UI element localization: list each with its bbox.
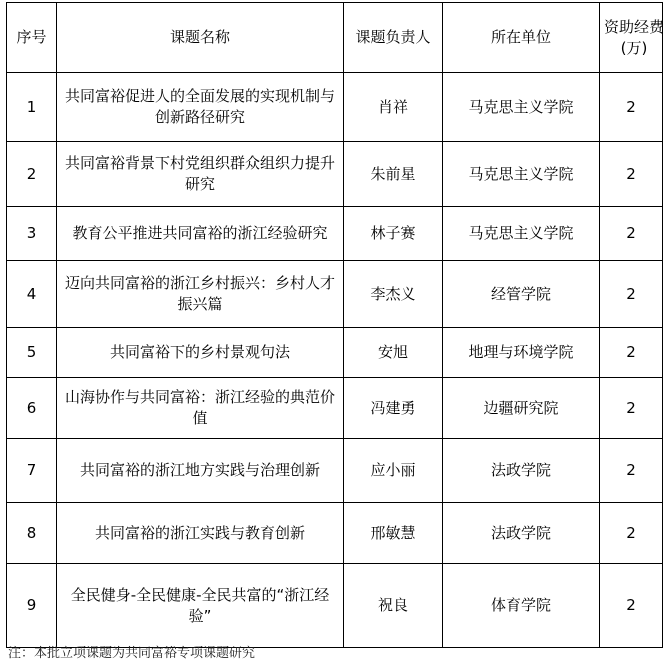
row-index: 6 <box>7 378 57 439</box>
table-row <box>7 207 663 261</box>
header-funding: 资助经费(万) <box>600 3 663 73</box>
row-index: 3 <box>7 207 57 261</box>
row-index: 5 <box>7 328 57 378</box>
row-leader: 李杰义 <box>344 261 443 328</box>
row-funding: 2 <box>600 503 663 564</box>
row-title: 共同富裕背景下村党组织群众组织力提升研究 <box>57 142 344 207</box>
row-title: 共同富裕的浙江地方实践与治理创新 <box>57 439 344 503</box>
row-title: 全民健身-全民健康-全民共富的“浙江经验” <box>57 564 344 648</box>
row-funding: 2 <box>600 261 663 328</box>
header-row <box>7 3 663 73</box>
table-row <box>7 142 663 207</box>
row-unit: 马克思主义学院 <box>443 207 600 261</box>
row-title: 教育公平推进共同富裕的浙江经验研究 <box>57 207 344 261</box>
row-unit: 马克思主义学院 <box>443 73 600 142</box>
row-leader: 肖祥 <box>344 73 443 142</box>
row-index: 7 <box>7 439 57 503</box>
table-row <box>7 73 663 142</box>
row-index: 8 <box>7 503 57 564</box>
footnote-strip <box>0 646 668 663</box>
table-row <box>7 564 663 648</box>
row-index: 2 <box>7 142 57 207</box>
row-funding: 2 <box>600 378 663 439</box>
row-leader: 冯建勇 <box>344 378 443 439</box>
project-table <box>6 2 663 648</box>
row-title: 共同富裕下的乡村景观句法 <box>57 328 344 378</box>
header-leader: 课题负责人 <box>344 3 443 73</box>
row-funding: 2 <box>600 207 663 261</box>
row-title: 共同富裕促进人的全面发展的实现机制与创新路径研究 <box>57 73 344 142</box>
row-unit: 地理与环境学院 <box>443 328 600 378</box>
row-leader: 邢敏慧 <box>344 503 443 564</box>
footnote-text: 注：本批立项课题为共同富裕专项课题研究 <box>8 646 256 661</box>
row-title: 迈向共同富裕的浙江乡村振兴：乡村人才振兴篇 <box>57 261 344 328</box>
row-unit: 法政学院 <box>443 439 600 503</box>
header-title: 课题名称 <box>57 3 344 73</box>
table-row <box>7 378 663 439</box>
row-leader: 应小丽 <box>344 439 443 503</box>
row-leader: 祝良 <box>344 564 443 648</box>
row-title: 山海协作与共同富裕：浙江经验的典范价值 <box>57 378 344 439</box>
row-unit: 体育学院 <box>443 564 600 648</box>
table-row <box>7 439 663 503</box>
row-leader: 安旭 <box>344 328 443 378</box>
row-index: 1 <box>7 73 57 142</box>
row-unit: 马克思主义学院 <box>443 142 600 207</box>
row-unit: 法政学院 <box>443 503 600 564</box>
table-row <box>7 503 663 564</box>
header-unit: 所在单位 <box>443 3 600 73</box>
row-leader: 林子赛 <box>344 207 443 261</box>
row-funding: 2 <box>600 564 663 648</box>
header-index: 序号 <box>7 3 57 73</box>
row-funding: 2 <box>600 73 663 142</box>
table-row <box>7 261 663 328</box>
row-funding: 2 <box>600 439 663 503</box>
row-leader: 朱前星 <box>344 142 443 207</box>
row-title: 共同富裕的浙江实践与教育创新 <box>57 503 344 564</box>
row-index: 9 <box>7 564 57 648</box>
table-row <box>7 328 663 378</box>
row-unit: 经管学院 <box>443 261 600 328</box>
row-index: 4 <box>7 261 57 328</box>
row-unit: 边疆研究院 <box>443 378 600 439</box>
row-funding: 2 <box>600 142 663 207</box>
row-funding: 2 <box>600 328 663 378</box>
